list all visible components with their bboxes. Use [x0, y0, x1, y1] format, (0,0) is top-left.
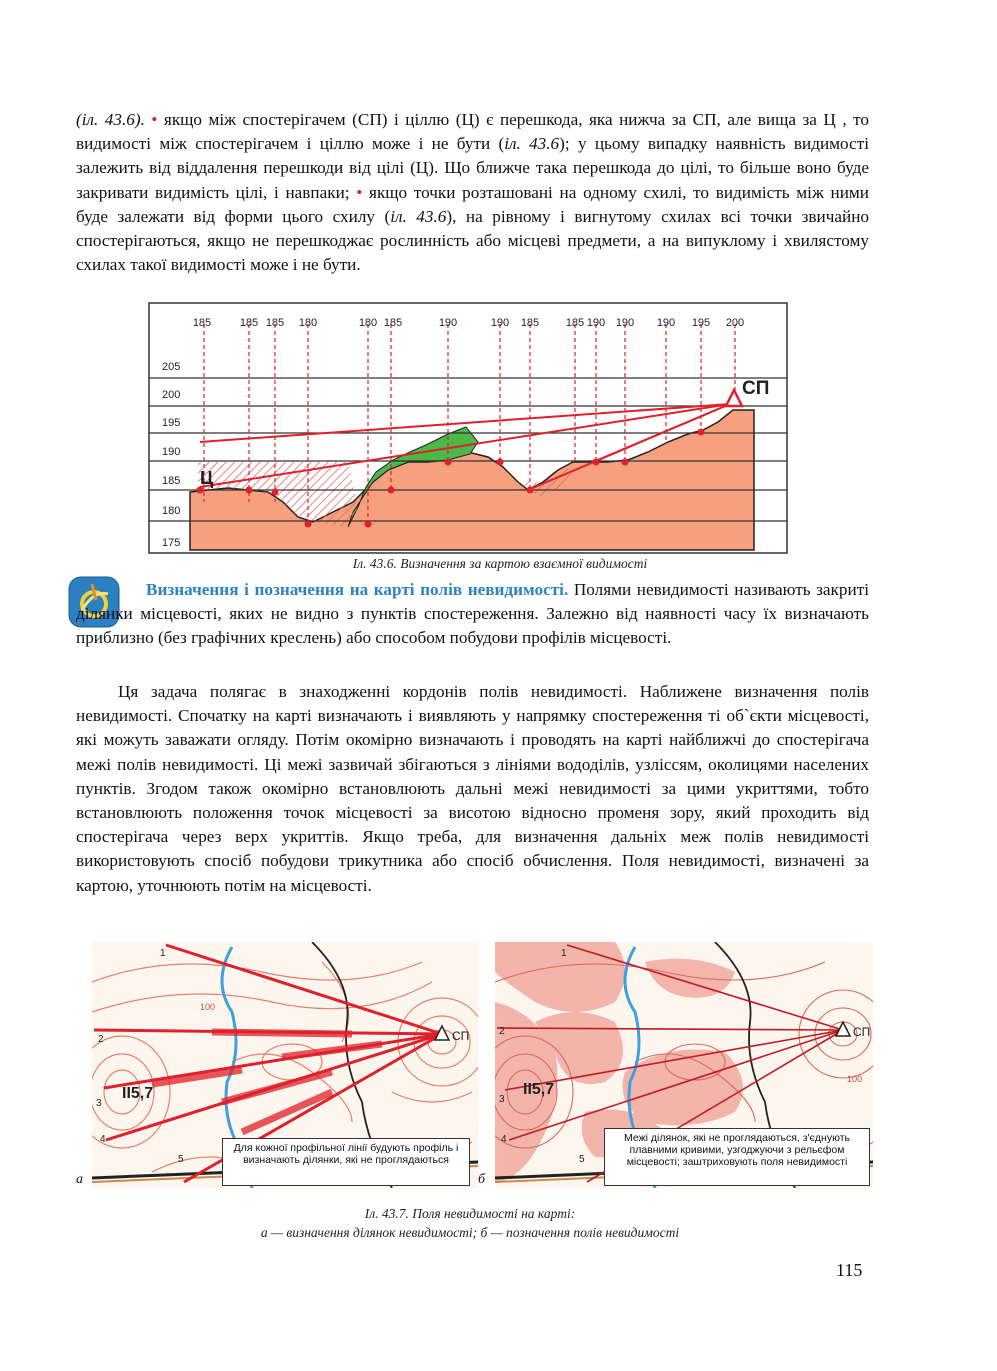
top-tick-label: 185 [565, 317, 585, 329]
map-a-letter: а [76, 1172, 83, 1187]
point-label: 2 [98, 1034, 104, 1045]
point-label: 1 [160, 948, 166, 959]
point-label: 5 [178, 1154, 184, 1165]
y-tick-label: 185 [162, 475, 181, 487]
y-tick-label: 190 [162, 446, 181, 458]
top-tick-label: 185 [520, 317, 540, 329]
top-tick-label: 185 [265, 317, 285, 329]
section-intro [76, 578, 869, 651]
point-label: 3 [499, 1094, 505, 1105]
top-tick-label: 190 [586, 317, 606, 329]
top-tick-label: 195 [691, 317, 711, 329]
map-b-letter: б [478, 1172, 486, 1187]
point-label: 3 [96, 1098, 102, 1109]
point-label: 5 [579, 1154, 585, 1165]
point-label: 4 [501, 1134, 507, 1145]
caption-line: Іл. 43.7. Поля невидимості на карті: [364, 1206, 576, 1221]
map-b-note: Межі ділянок, які не проглядаються, з'єднують плавними кривими, узгоджуючи з рельєфом місцевості; заштриховують поля невидимості [604, 1128, 870, 1186]
map-a-note: Для кожної профільної лінії будують профіль і визначають ділянки, які не проглядаються [222, 1138, 470, 1186]
bullet: • [356, 182, 363, 202]
y-tick-label: 175 [162, 537, 181, 549]
section-body [76, 680, 869, 898]
section-intro-text: Полями невидимості називають закриті ділянки місцевості, яких не видно з пунктів спостереження. Залежно від наявності часу їх визначають приблизно (без графічних креслень) або способом побудови профілів місцевості. [76, 580, 869, 648]
text-run: якщо точки розташовані на одному схилі, то видимість між ними буде залежати від форми цього схилу ( [76, 182, 870, 226]
text-run: ), на рівному і вигнутому схилах всі точки звичайно спостерігаються, якщо не перешкоджає рослинність або місцеві предмети, а на випуклому і хвилястому схилах такої видимості може і не бути. [76, 206, 869, 275]
top-tick-label: 180 [298, 317, 318, 329]
section-body-text: Ця задача полягає в знаходженні кордонів полів невидимості. Наближене визначення полів невидимості. Спочатку на карті визначають і виявляють у напрямку спостереження ті об`єкти місцевості, які можуть заважати огляду. Потім окомірно визначають і проводять на карті найближчі до спостерігача межі полів невидимості. Ці межі зазвичай збігаються з лініями вододілів, узліссям, околицями населених пунктів. Згодом також окомірно встановлюють дальні межі невидимості за цими укриттями, тобто встановлюють положення точок місцевості за висотою відносно променя зору, який проходить від спостерігача через верх укриттів. Якщо треба, для визначення дальніх меж полів невидимості використовують спосіб побудови трикутника або спосіб обчислення. Поля невидимості, визначені за картою, уточнюють потім на місцевості. [76, 682, 869, 895]
height-label: II5,7 [523, 1081, 555, 1098]
top-tick-label: 190 [490, 317, 510, 329]
top-tick-label: 180 [358, 317, 378, 329]
y-tick-label: 180 [162, 505, 181, 517]
top-tick-label: 200 [725, 317, 745, 329]
caption-line: а — визначення ділянок невидимості; б — позначення полів невидимості [260, 1225, 680, 1240]
observer-label: СП [853, 1025, 871, 1039]
target-label: Ц [200, 468, 214, 488]
height-label: II5,7 [122, 1085, 154, 1102]
top-tick-label: 185 [383, 317, 403, 329]
visibility-profile-figure [148, 302, 788, 554]
top-tick-label: 190 [656, 317, 676, 329]
paragraph-visibility-rules [76, 108, 869, 277]
text-run: якщо між спостерігачем (СП) і ціллю (Ц) є перешкода, яка нижча за СП, але вища за Ц , то видимості між спостерігачем і ціллю може і не бути ( [76, 110, 869, 154]
point-label: 2 [499, 1026, 505, 1037]
top-tick-label: 190 [615, 317, 635, 329]
top-tick-label: 185 [239, 317, 259, 329]
figure-reference: іл. 43.6 [504, 134, 560, 154]
figure-reference: іл. 43.6 [390, 206, 447, 226]
contour-label: 100 [200, 1002, 216, 1012]
top-tick-label: 185 [192, 317, 212, 329]
figure-caption [150, 1204, 790, 1242]
contour-label: 100 [847, 1074, 863, 1084]
text-run: ); у цьому випадку наявність видимості залежить від віддалення перешкоди від цілі (Ц). Що ближче така перешкода до цілі, то більше воно буде закривати видимість цілі, і навпаки; [76, 134, 869, 202]
point-label: 1 [561, 948, 567, 959]
section-heading: Визначення і позначення на карті полів невидимості. [146, 580, 569, 599]
page-number: 115 [836, 1260, 863, 1280]
observer-label: СП [452, 1029, 470, 1043]
top-tick-label: 190 [438, 317, 458, 329]
figure-caption: Іл. 43.6. Визначення за картою взаємної видимості [352, 556, 648, 571]
observer-label: СП [742, 378, 770, 399]
y-tick-label: 200 [162, 389, 181, 401]
y-tick-label: 195 [162, 417, 181, 429]
point-label: 4 [100, 1134, 106, 1145]
figure-reference: (іл. 43.6). [76, 110, 145, 129]
bullet: • [151, 110, 158, 129]
y-tick-label: 205 [162, 361, 181, 373]
